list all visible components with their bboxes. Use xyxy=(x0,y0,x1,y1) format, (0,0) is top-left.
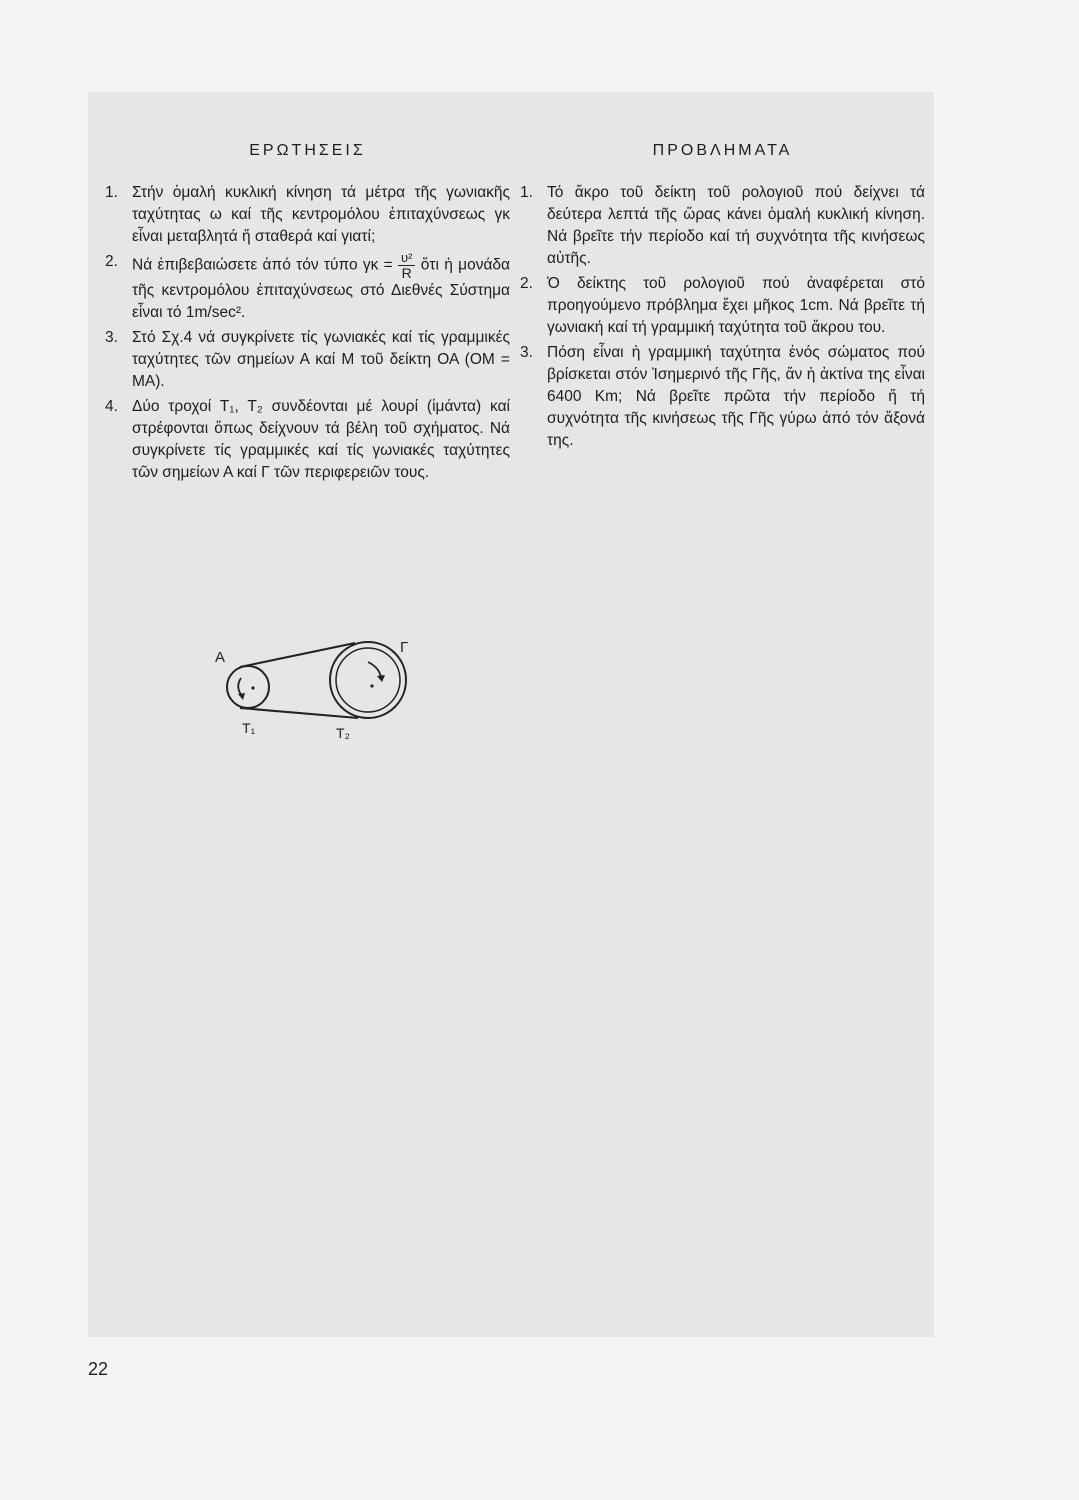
label-t2: Τ₂ xyxy=(336,725,350,741)
pulley-t2-center xyxy=(370,684,373,687)
problem-text: Πόση εἶναι ἡ γραμμική ταχύτητα ἑνός σώματος πού βρίσκεται στόν Ἰσημερινό τῆς Γῆς, ἄν ἡ ἀκτίνα της εἶναι 6400 Km; Νά βρεῖτε πρῶτα τήν περίοδο ἤ τή συχνότητα τῆς κινήσεως τῆς Γῆς γύρω ἀπό τόν ἄξονά της. xyxy=(547,344,925,449)
label-g: Γ xyxy=(400,639,409,656)
question-item xyxy=(105,182,510,248)
fraction-denominator: R xyxy=(401,265,412,281)
pulley-t2-inner xyxy=(336,648,400,712)
belt-top xyxy=(240,643,355,667)
question-number: 1. xyxy=(105,184,118,201)
problem-number: 3. xyxy=(520,344,533,361)
problems-section xyxy=(520,140,925,455)
problem-item xyxy=(520,342,925,452)
question-item xyxy=(105,251,510,324)
question-text: Στήν ὁμαλή κυκλική κίνηση τά μέτρα τῆς γωνιακῆς ταχύτητας ω καί τῆς κεντρομόλου ἐπιταχύνσεως γκ εἶναι μεταβλητά ἤ σταθερά καί γιατί; xyxy=(132,184,510,245)
belt-bottom xyxy=(240,708,358,718)
question-text xyxy=(132,251,510,324)
pulley-t1 xyxy=(227,666,269,708)
question-number: 2. xyxy=(105,253,118,270)
arrowhead-t1 xyxy=(238,693,245,700)
fraction-numerator: υ² xyxy=(398,251,415,266)
rotation-arrow-t2 xyxy=(368,662,381,678)
problem-number: 1. xyxy=(520,184,533,201)
problem-item xyxy=(520,182,925,270)
problems-title: ΠΡΟΒΛΗΜΑΤΑ xyxy=(652,142,793,159)
arrowhead-t2 xyxy=(377,675,385,682)
questions-list xyxy=(105,182,510,484)
question-item xyxy=(105,396,510,484)
rotation-arrow-t1 xyxy=(238,678,242,696)
label-t1: Τ₁ xyxy=(242,720,256,736)
label-a: Α xyxy=(215,649,226,666)
page-number: 22 xyxy=(88,1359,109,1379)
question-number: 4. xyxy=(105,398,118,415)
belt-pulley-figure xyxy=(190,630,430,745)
question-text: Δύο τροχοί Τ₁, Τ₂ συνδέονται μέ λουρί (ἱμάντα) καί στρέφονται ὅπως δείχνουν τά βέλη τοῦ σχήματος. Νά συγκρίνετε τίς γραμμικές καί τίς γωνιακές ταχύτητες τῶν σημείων Α καί Γ τῶν περιφερειῶν τους. xyxy=(132,398,510,481)
pulley-t1-center xyxy=(251,686,254,689)
question-text: Στό Σχ.4 νά συγκρίνετε τίς γωνιακές καί τίς γραμμικές ταχύτητες τῶν σημείων Α καί Μ τοῦ δείκτη ΟΑ (ΟΜ = ΜΑ). xyxy=(132,329,510,390)
questions-section xyxy=(105,140,510,487)
problem-text: Ὁ δείκτης τοῦ ρολογιοῦ πού ἀναφέρεται στό προηγούμενο πρόβλημα ἔχει μῆκος 1cm. Νά βρεῖτε τή γωνιακή καί τή γραμμική ταχύτητα τοῦ ἄκρου του. xyxy=(547,275,925,336)
formula-lead-text: Νά ἐπιβεβαιώσετε ἀπό τόν τύπο γκ = xyxy=(132,256,393,274)
question-number: 3. xyxy=(105,329,118,346)
problem-text: Τό ἄκρο τοῦ δείκτη τοῦ ρολογιοῦ πού δείχνει τά δεύτερα λεπτά τῆς ὥρας κάνει ὁμαλή κυκλική κίνηση. Νά βρεῖτε τήν περίοδο καί τή συχνότητα τῆς κινήσεως αὐτῆς. xyxy=(547,184,925,267)
formula-trail-text: ὅτι ἡ μονάδα τῆς κεντρομόλου ἐπιταχύνσεως στό Διεθνές Σύστημα εἶναι τό 1m/sec². xyxy=(132,256,511,321)
problem-number: 2. xyxy=(520,275,533,292)
question-item xyxy=(105,327,510,393)
formula-fraction xyxy=(398,251,415,280)
problems-list xyxy=(520,182,925,452)
questions-title: ΕΡΩΤΗΣΕΙΣ xyxy=(249,142,366,159)
pulley-t2 xyxy=(330,642,406,718)
problem-item xyxy=(520,273,925,339)
